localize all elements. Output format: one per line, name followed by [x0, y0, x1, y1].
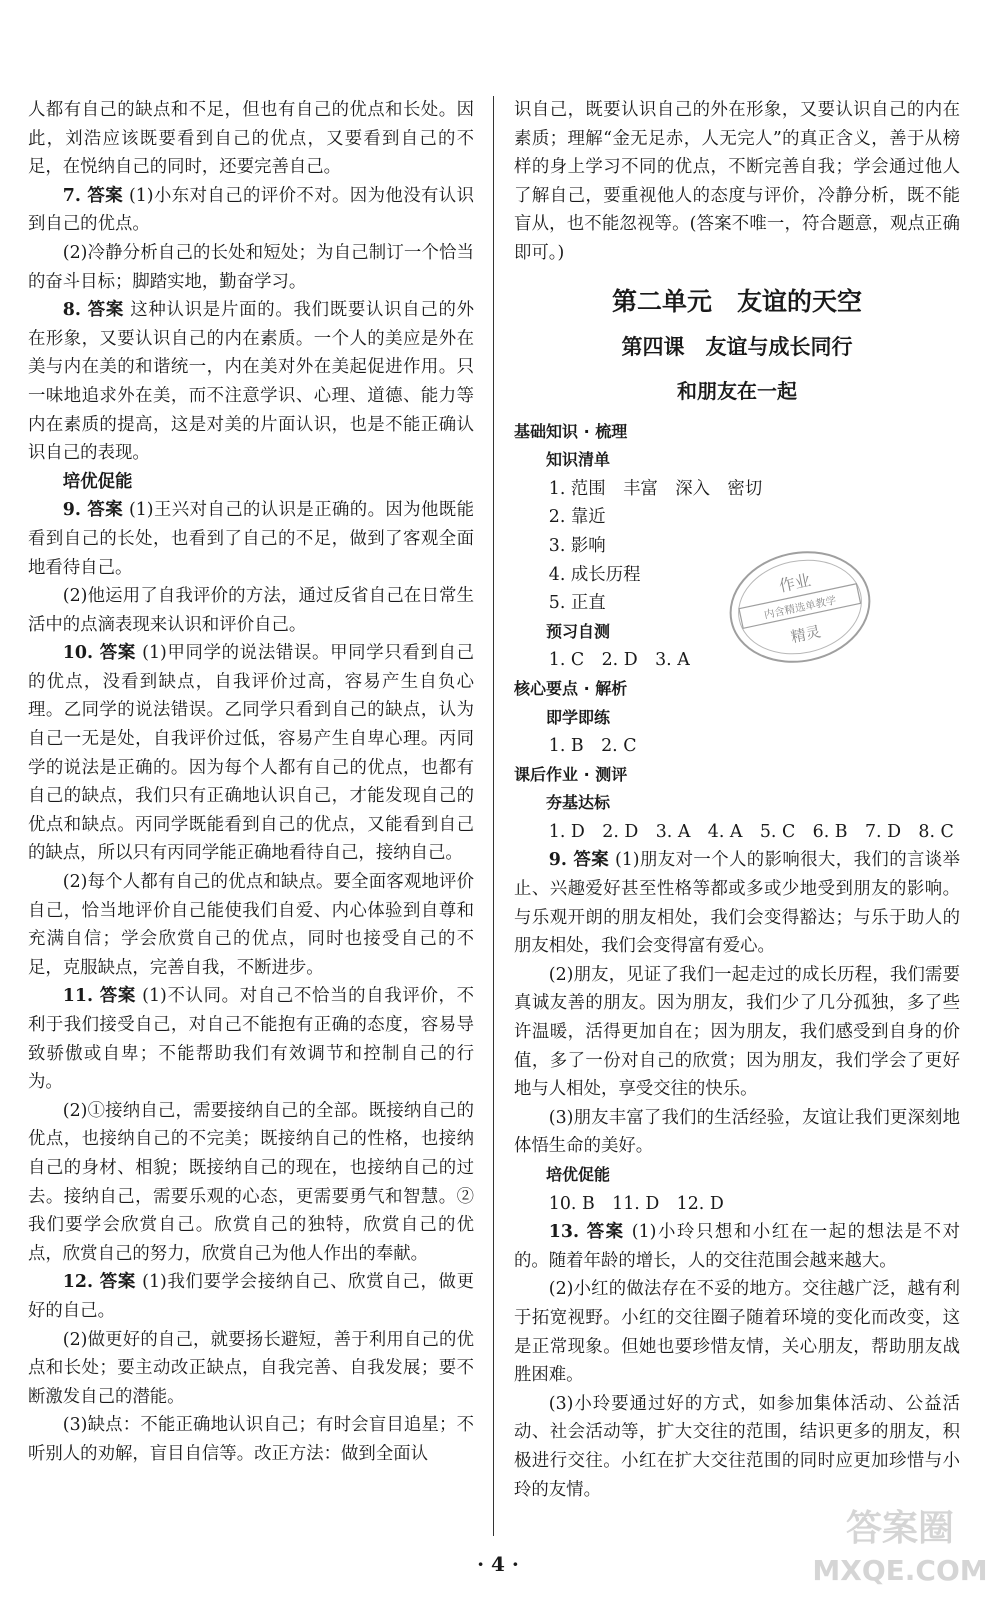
corner-logo-watermark	[810, 1494, 990, 1594]
subsection-peiyou: 培优促能	[546, 1165, 611, 1184]
answer-number: 9. 答案	[62, 500, 124, 521]
logo-icon	[810, 1494, 990, 1594]
list-item: 4. 成长历程	[548, 564, 641, 585]
subsection-practice: 即学即练	[546, 707, 611, 727]
answer-key: 1. D 2. D 3. A 4. A 5. C 6. B 7. D 8. C	[548, 821, 954, 842]
list-item: 2. 靠近	[548, 507, 606, 528]
answer-key: 1. B 2. C	[548, 736, 637, 757]
lesson-title: 第四课 友谊与成长同行	[621, 334, 853, 359]
column-divider	[493, 96, 494, 1536]
answer-text: (2)做更好的自己，就要扬长避短，善于利用自己的优点和长处；要主动改正缺点，自我完善、自我发展；要不断激发自己的潜能。	[28, 1329, 474, 1407]
answer-text: (2)①接纳自己，需要接纳自己的全部。既接纳自己的优点，也接纳自己的不完美；既接纳自己的性格，也接纳自己的身材、相貌；既接纳自己的现在，也接纳自己的过去。接纳自己，需要乐观的心态，更需要勇气和智慧。②我们要学会欣赏自己。欣赏自己的独特，欣赏自己的优点，欣赏自己的努力，欣赏自己为他人作出的奉献。	[28, 1100, 474, 1264]
answer-continuation: 人都有自己的缺点和不足，但也有自己的优点和长处。因此，刘浩应该既要看到自己的优点，又要看到自己的不足，在悦纳自己的同时，还要完善自己。	[28, 100, 474, 178]
stamp-line1: 作业	[777, 570, 813, 596]
answer-9	[514, 846, 960, 960]
answer-text: (1)我们要学会接纳自己、欣赏自己，做更好的自己。	[28, 1272, 475, 1321]
left-column	[28, 96, 474, 1469]
stamp-line2: 内含精选单教学	[763, 594, 838, 622]
stamp-line3: 精灵	[789, 622, 823, 647]
list-item: 5. 正直	[548, 593, 606, 614]
page-number: · 4 ·	[477, 1552, 519, 1576]
logo-line2: MXQE.COM	[812, 1554, 988, 1587]
right-column	[514, 96, 960, 1504]
section-header-basics: 基础知识 · 梳理	[514, 421, 628, 441]
answer-key: 1. C 2. D 3. A	[548, 650, 690, 671]
answer-number: 13. 答案	[548, 1222, 625, 1243]
answer-text: (1)朋友对一个人的影响很大，我们的言谈举止、兴趣爱好甚至性格等都或多或少地受到朋友的影响。与乐观开朗的朋友相处，我们会变得豁达；与乐于助人的朋友相处，我们会变得富有爱心。	[514, 850, 960, 957]
answer-number: 9. 答案	[548, 850, 610, 871]
answer-text: (2)朋友，见证了我们一起走过的成长历程，我们需要真诚友善的朋友。因为朋友，我们少了几分孤独，多了些许温暖，活得更加自在；因为朋友，我们感受到自身的价值，多了一份对自己的欣赏；因为朋友，我们学会了更好地与人相处，享受交往的快乐。	[514, 964, 960, 1100]
answer-text: (1)小东对自己的评价不对。因为他没有认识到自己的优点。	[28, 185, 474, 235]
section-header-core: 核心要点 · 解析	[514, 678, 628, 698]
answer-text: (1)小玲只想和小红在一起的想法是不对的。随着年龄的增长，人的交往范围会越来越大。	[514, 1222, 961, 1271]
answer-text: (3)朋友丰富了我们的生活经验，友谊让我们更深刻地体悟生命的美好。	[514, 1107, 960, 1157]
answer-number: 10. 答案	[62, 643, 136, 664]
answer-11	[28, 982, 474, 1096]
answer-key: 10. B 11. D 12. D	[548, 1193, 724, 1214]
answer-12	[28, 1268, 474, 1325]
subsection-knowledge-list: 知识清单	[546, 450, 611, 470]
answer-10	[28, 639, 474, 868]
answer-text: 这种认识是片面的。我们既要认识自己的外在形象，又要认识自己的内在素质。一个人的美应是外在美与内在美的和谐统一，内在美对外在美起促进作用。只一味地追求外在美，而不注意学识、心理、道德、能力等内在素质的提高，这是对美的片面认识，也是不能正确认识自己的表现。	[28, 300, 475, 464]
answer-number: 12. 答案	[62, 1272, 136, 1293]
section-peiyou: 培优促能	[62, 471, 133, 492]
answer-text: (2)他运用了自我评价的方法，通过反省自己在日常生活中的点滴表现来认识和评价自己。	[28, 586, 474, 635]
answer-7	[28, 182, 474, 239]
answer-text: (3)小玲要通过好的方式，如参加集体活动、公益活动、社会活动等，扩大交往的范围，结识更多的朋友，积极进行交往。小红在扩大交往范围的同时应更加珍惜与小玲的友情。	[514, 1393, 960, 1500]
answer-text: (1)甲同学的说法错误。甲同学只看到自己的优点，没看到缺点，自我评价过高，容易产生自负心理。乙同学的说法错误。乙同学只看到自己的缺点，认为自己一无是处，自我评价过低，容易产生自卑心理。丙同学的说法是正确的。因为每个人都有自己的优点，也都有自己的缺点，我们只有正确地认识自己，才能发现自己的优点和缺点。丙同学既能看到自己的优点，又能看到自己的缺点，所以只有丙同学能正确地看待自己，接纳自己。	[28, 643, 475, 864]
answer-number: 7. 答案	[62, 185, 124, 206]
answer-text: (1)不认同。对自己不恰当的自我评价，不利于我们接受自己，对自己不能抱有正确的态度，容易导致骄傲或自卑；不能帮助我们有效调节和控制自己的行为。	[28, 986, 475, 1093]
section-header-homework: 课后作业 · 测评	[514, 764, 628, 784]
logo-line1: 答案圈	[845, 1508, 955, 1549]
unit-title: 第二单元 友谊的天空	[611, 286, 862, 316]
subsection-preview-test: 预习自测	[546, 621, 611, 641]
answer-number: 11. 答案	[62, 986, 136, 1007]
answer-text: (2)每个人都有自己的优点和缺点。要全面客观地评价自己，恰当地评价自己能使我们自爱、内心体验到自尊和充满自信；学会欣赏自己的优点，同时也接受自己的不足，克服缺点，完善自我，不断进步。	[28, 872, 474, 978]
list-item: 1. 范围 丰富 深入 密切	[548, 478, 763, 499]
answer-8	[28, 296, 474, 468]
answer-text: (3)缺点：不能正确地认识自己；有时会盲目追星；不听别人的劝解，盲目自信等。改正方法：做到全面认	[28, 1415, 474, 1464]
answer-9	[28, 496, 474, 582]
topic-title: 和朋友在一起	[677, 378, 797, 403]
answer-number: 8. 答案	[62, 300, 125, 321]
answer-text: (2)小红的做法存在不妥的地方。交往越广泛，越有利于拓宽视野。小红的交往圈子随着环境的变化而改变，这是正常现象。但她也要珍惜友情，关心朋友，帮助朋友战胜困难。	[514, 1279, 960, 1386]
answer-text: (1)王兴对自己的认识是正确的。因为他既能看到自己的长处，也看到了自己的不足，做到了客观全面地看待自己。	[28, 500, 474, 578]
answer-text: (2)冷静分析自己的长处和短处；为自己制订一个恰当的奋斗目标；脚踏实地，勤奋学习。	[28, 242, 474, 292]
answer-13	[514, 1218, 960, 1275]
list-item: 3. 影响	[548, 535, 606, 556]
answer-continuation: 识自己，既要认识自己的外在形象，又要认识自己的内在素质；理解“金无足赤，人无完人”的真正含义，善于从榜样的身上学习不同的优点，不断完善自我；学会通过他人了解自己，要重视他人的态度与评价，冷静分析，既不能盲从，也不能忽视等。(答案不唯一，符合题意，观点正确即可。)	[514, 100, 960, 263]
subsection-foundation: 夯基达标	[546, 793, 611, 813]
